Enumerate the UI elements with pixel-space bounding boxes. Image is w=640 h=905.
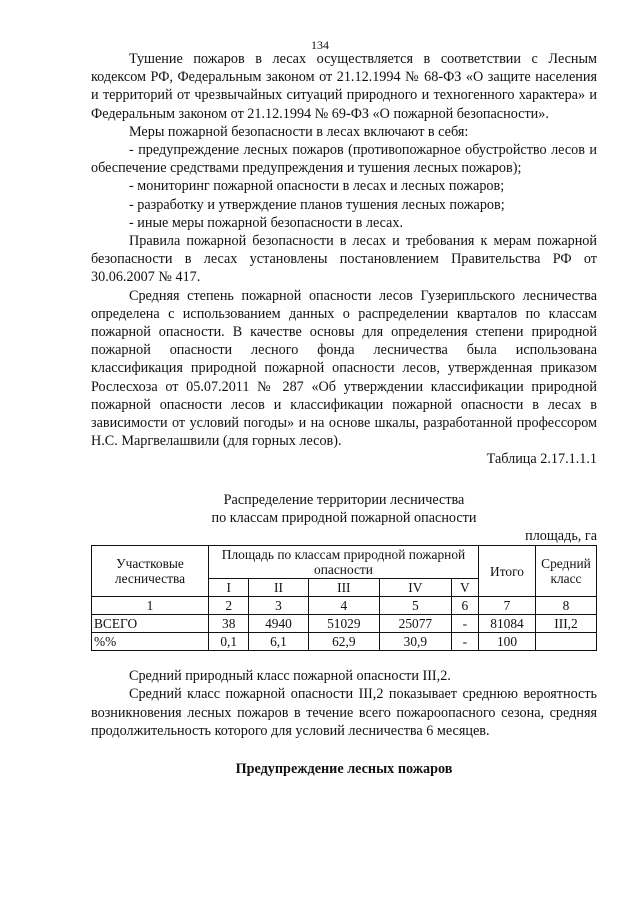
header-total: Итого [479,546,536,597]
paragraph-probability: Средний класс пожарной опасности III,2 показывает среднюю вероятность возникновения лесных пожаров в течение всего пожароопасного сезона, средняя продолжительность которого для условий лесничества 6 месяцев. [91,686,597,739]
row-label: %% [92,633,209,651]
header-area: Площадь по классам природной пожарной опасности [209,546,479,579]
table-cell: III,2 [536,615,597,633]
list-item: - разработку и утверждение планов тушения лесных пожаров; [129,196,505,213]
table-cell: 4940 [249,615,308,633]
section-heading: Предупреждение лесных пожаров [235,761,453,778]
table-cell: 100 [479,633,536,651]
table-cell: 25077 [380,615,452,633]
column-number: 3 [249,597,308,615]
paragraph-fire-law: Тушение пожаров в лесах осуществляется в соответствии с Лесным кодексом РФ, Федеральным законом от 21.12.1994 № 68-ФЗ «О защите населения и территорий от чрезвычайных ситуаций природного и техногенного характера» и Федеральным законом от 21.12.1994 № 69-ФЗ «О пожарной безопасности». [91,51,597,122]
table-cell [536,633,597,651]
table-title-line-1: Распределение территории лесничества [223,491,465,508]
header-class: II [249,579,308,597]
header-class: III [308,579,380,597]
table-cell: 6,1 [249,633,308,651]
table-cell: 38 [209,615,249,633]
table-cell: - [451,633,478,651]
list-item: - иные меры пожарной безопасности в лесах. [129,214,403,231]
header-avg-class: Средний класс [536,546,597,597]
page-number: 134 [311,38,329,52]
table-row-column-numbers [92,597,597,615]
table-cell: 81084 [479,615,536,633]
paragraph-rules: Правила пожарной безопасности в лесах и требования к мерам пожарной безопасности в лесах установлены постановлением Правительства РФ от 30.06.2007 № 417. [91,233,597,286]
paragraph-average-class: Средний природный класс пожарной опасности III,2. [129,668,451,685]
table-cell: 51029 [308,615,380,633]
header-class: V [451,579,478,597]
list-item: - мониторинг пожарной опасности в лесах и лесных пожаров; [129,178,505,195]
list-item: - предупреждение лесных пожаров (противопожарное обустройство лесов и обеспечение средствами предупреждения и тушения лесных пожаров); [91,142,597,177]
fire-class-table [91,545,597,651]
column-number: 1 [92,597,209,615]
table-cell: - [451,615,478,633]
header-district: Участковые лесничества [92,546,209,597]
column-number: 2 [209,597,249,615]
table-units: площадь, га [525,528,597,545]
table-label: Таблица 2.17.1.1.1 [486,451,597,468]
table-title-line-2: по классам природной пожарной опасности [211,509,477,526]
header-class: I [209,579,249,597]
column-number: 4 [308,597,380,615]
paragraph-measures-intro: Меры пожарной безопасности в лесах включают в себя: [129,123,469,140]
paragraph-classification: Средняя степень пожарной опасности лесов Гузерипльского лесничества определена с использованием данных о распределении кварталов по классам пожарной опасности. В качестве основы для определения степени природной пожарной опасности лесного фонда лесничества была использована классификация природной пожарной опасности лесов, утвержденная приказом Рослесхоза от 05.07.2011 № 287 «Об утверждении классификации природной пожарной опасности лесов и классификации пожарной опасности в лесах в зависимости от условий погоды» и на основе шкалы, разработанной профессором Н.С. Маргвелашвили (для горных лесов). [91,287,597,450]
table-row [92,615,597,633]
header-class: IV [380,579,452,597]
document-body [91,50,597,778]
table-row [92,633,597,651]
column-number: 8 [536,597,597,615]
table-cell: 30,9 [380,633,452,651]
table-cell: 0,1 [209,633,249,651]
column-number: 6 [451,597,478,615]
table-cell: 62,9 [308,633,380,651]
column-number: 5 [380,597,452,615]
row-label: ВСЕГО [92,615,209,633]
column-number: 7 [479,597,536,615]
